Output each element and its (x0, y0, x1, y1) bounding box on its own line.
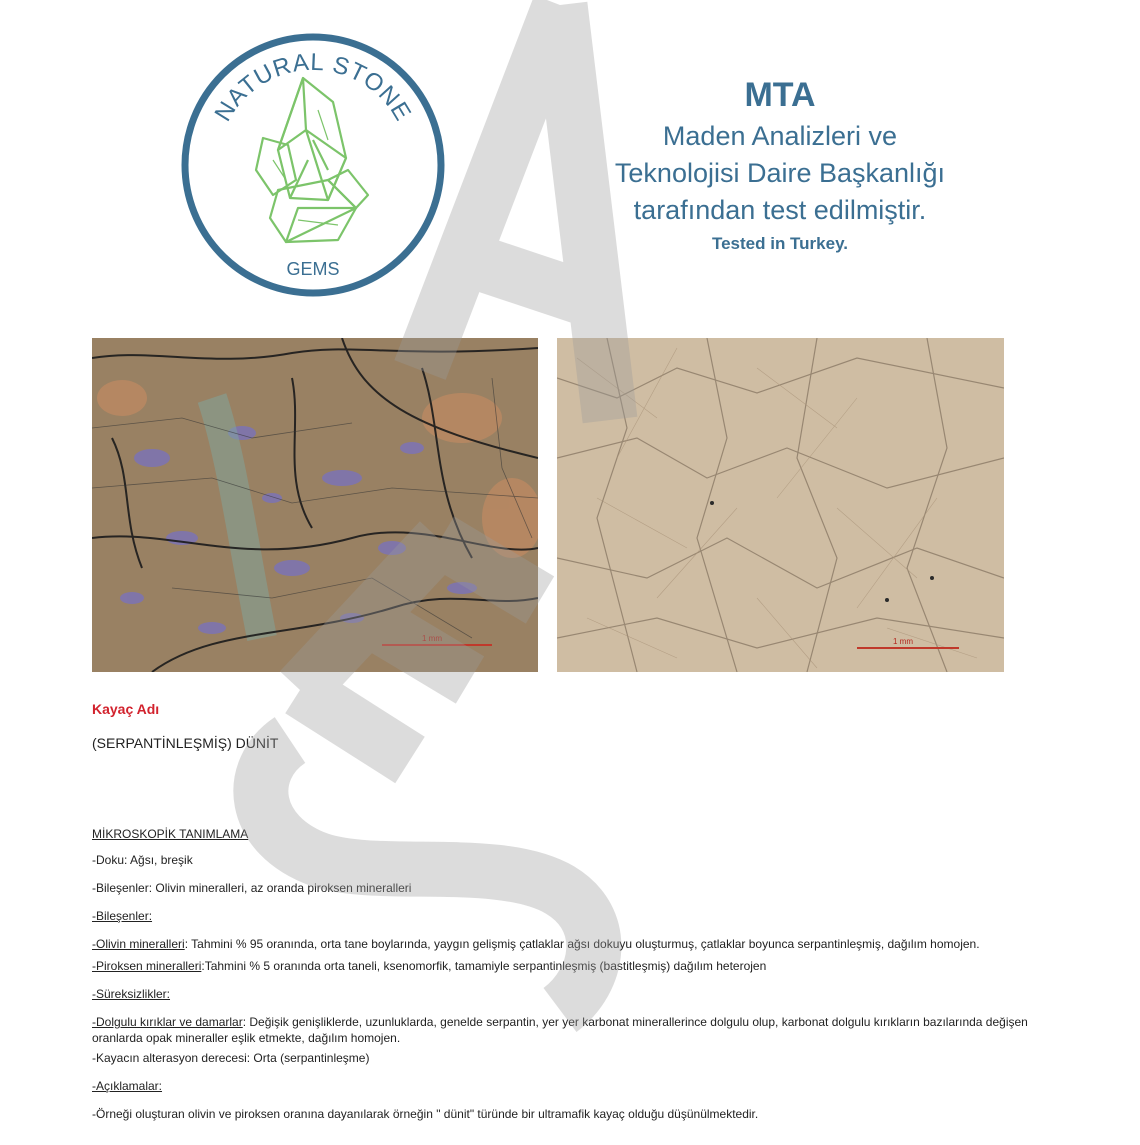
notes-text: -Örneği oluşturan olivin ve piroksen oranına dayanılarak örneğin " dünit" türünde bir ultramafik kayaç olduğu düşünülmektedir. (92, 1107, 759, 1121)
alteration-line: -Kayacın alterasyon derecesi: Orta (serpantinleşme) (92, 1051, 370, 1065)
filled-fractures-text: : Değişik genişliklerde, uzunluklarda, genelde serpantin, yer yer karbonat minerallerince dolgulu olup, karbonat dolgulu kırıkların bazılarında değişen oranlarda opak mineraller eşlik etmekte, dağılım homojen. (92, 1015, 1028, 1045)
rock-name-heading: Kayaç Adı (92, 701, 160, 717)
olivine-label: -Olivin mineralleri (92, 937, 185, 951)
discontinuities-heading: -Süreksizlikler: (92, 987, 171, 1001)
olivine-paragraph (92, 936, 1052, 952)
microscopic-description (92, 826, 1052, 1122)
crystal-icon (256, 78, 368, 242)
mta-line-1: Maden Analizleri ve (662, 121, 898, 151)
logo-seal-graphic (178, 30, 448, 300)
micrograph-polarized (92, 338, 538, 672)
micrograph-plane-light (557, 338, 1004, 672)
mta-line-2: Teknolojisi Daire Başkanlığı (614, 158, 946, 188)
texture-line: -Doku: Ağsı, breşik (92, 853, 193, 867)
right-scale-label: 1 mm (893, 637, 913, 646)
filled-fractures-label: -Dolgulu kırıklar ve damarlar (92, 1015, 243, 1029)
section-title: MİKROSKOPİK TANIMLAMA (92, 827, 249, 841)
pyroxene-label: -Piroksen mineralleri (92, 959, 202, 973)
micrograph-polarized-image (92, 338, 538, 672)
mta-title: MTA (744, 76, 816, 114)
left-scale-label: 1 mm (422, 634, 442, 643)
rock-name-value: (SERPANTİNLEŞMİŞ) DÜNİT (92, 735, 279, 751)
notes-heading: -Açıklamalar: (92, 1079, 163, 1093)
olivine-text: : Tahmini % 95 oranında, orta tane boylarında, yaygın gelişmiş çatlaklar ağsı dokuyu oluşturmuş, çatlaklar boyunca serpantinleşmiş, dağılım homojen. (184, 937, 980, 951)
components-summary: -Bileşenler: Olivin mineralleri, az oranda piroksen mineralleri (92, 881, 412, 895)
micrograph-plane-light-image (557, 338, 1004, 672)
mta-line-4: Tested in Turkey. (711, 234, 849, 253)
mta-header (560, 72, 1000, 259)
components-heading: -Bileşenler: (92, 909, 153, 923)
pyroxene-paragraph (92, 958, 1052, 974)
pyroxene-text: :Tahmini % 5 oranında orta taneli, ksenomorfik, tamamiyle serpantinleşmiş (bastitleşmiş) dağılım heterojen (201, 959, 767, 973)
filled-fractures-paragraph (92, 1014, 1052, 1046)
natural-stone-gems-logo (178, 30, 448, 300)
logo-top-text: NATURAL STONE (209, 48, 417, 127)
logo-bottom-text: GEMS (286, 259, 340, 279)
mta-line-3: tarafından test edilmiştir. (633, 195, 927, 225)
